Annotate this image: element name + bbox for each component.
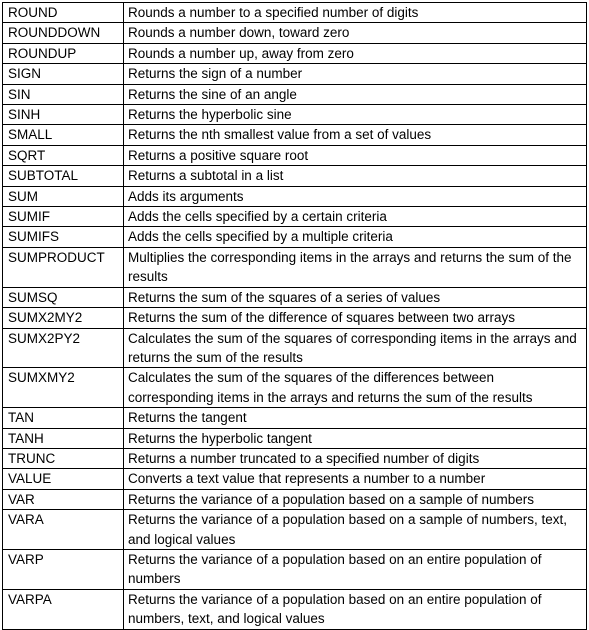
function-description-cell: Returns the variance of a population based on a sample of numbers, text, and logical values: [124, 510, 587, 550]
function-name-cell: SUMIF: [3, 207, 124, 227]
function-name-cell: SUMXMY2: [3, 368, 124, 408]
function-name-cell: SUMX2MY2: [3, 308, 124, 328]
function-name-cell: VARP: [3, 549, 124, 589]
function-name-cell: SUMPRODUCT: [3, 247, 124, 287]
table-row: [3, 510, 587, 550]
table-row: [3, 368, 587, 408]
function-name-cell: SUMSQ: [3, 287, 124, 307]
function-name-cell: SUM: [3, 186, 124, 206]
function-name-cell: SINH: [3, 105, 124, 125]
function-description-cell: Multiplies the corresponding items in the arrays and returns the sum of the results: [124, 247, 587, 287]
function-description-cell: Adds the cells specified by a multiple criteria: [124, 227, 587, 247]
function-description-cell: Returns the sign of a number: [124, 64, 587, 84]
function-description-cell: Returns the tangent: [124, 408, 587, 428]
table-row: [3, 428, 587, 448]
function-description-cell: Adds its arguments: [124, 186, 587, 206]
function-description-cell: Returns the variance of a population based on an entire population of numbers, text, and logical values: [124, 589, 587, 629]
function-name-cell: ROUND: [3, 3, 124, 23]
table-row: [3, 247, 587, 287]
function-name-cell: VARA: [3, 510, 124, 550]
function-name-cell: VAR: [3, 489, 124, 509]
table-row: [3, 43, 587, 63]
function-name-cell: SUMIFS: [3, 227, 124, 247]
table-row: [3, 308, 587, 328]
function-description-cell: Adds the cells specified by a certain criteria: [124, 207, 587, 227]
table-row: [3, 145, 587, 165]
function-description-cell: Calculates the sum of the squares of corresponding items in the arrays and returns the sum of the results: [124, 328, 587, 368]
function-name-cell: SUMX2PY2: [3, 328, 124, 368]
function-description-cell: Returns a positive square root: [124, 145, 587, 165]
table-row: [3, 408, 587, 428]
table-row: [3, 64, 587, 84]
table-row: [3, 207, 587, 227]
table-row: [3, 489, 587, 509]
function-table-body: [3, 3, 587, 630]
table-row: [3, 166, 587, 186]
function-description-cell: Returns the sum of the squares of a series of values: [124, 287, 587, 307]
function-name-cell: SUBTOTAL: [3, 166, 124, 186]
function-name-cell: VALUE: [3, 469, 124, 489]
function-description-cell: Rounds a number to a specified number of digits: [124, 3, 587, 23]
table-row: [3, 23, 587, 43]
table-row: [3, 469, 587, 489]
function-name-cell: SIN: [3, 84, 124, 104]
function-name-cell: ROUNDDOWN: [3, 23, 124, 43]
function-description-cell: Returns the hyperbolic sine: [124, 105, 587, 125]
function-description-cell: Returns the variance of a population based on a sample of numbers: [124, 489, 587, 509]
table-row: [3, 549, 587, 589]
function-name-cell: VARPA: [3, 589, 124, 629]
function-name-cell: ROUNDUP: [3, 43, 124, 63]
function-description-cell: Returns the sine of an angle: [124, 84, 587, 104]
function-description-cell: Returns the hyperbolic tangent: [124, 428, 587, 448]
function-name-cell: TAN: [3, 408, 124, 428]
table-row: [3, 125, 587, 145]
function-name-cell: TRUNC: [3, 448, 124, 468]
table-row: [3, 227, 587, 247]
table-row: [3, 186, 587, 206]
function-table: [2, 2, 587, 630]
function-name-cell: SQRT: [3, 145, 124, 165]
function-name-cell: SMALL: [3, 125, 124, 145]
table-row: [3, 105, 587, 125]
function-description-cell: Calculates the sum of the squares of the differences between corresponding items in the arrays and returns the sum of the results: [124, 368, 587, 408]
table-row: [3, 328, 587, 368]
function-description-cell: Rounds a number up, away from zero: [124, 43, 587, 63]
function-description-cell: Returns a subtotal in a list: [124, 166, 587, 186]
function-description-cell: Returns a number truncated to a specified number of digits: [124, 448, 587, 468]
table-row: [3, 287, 587, 307]
table-row: [3, 3, 587, 23]
function-description-cell: Rounds a number down, toward zero: [124, 23, 587, 43]
function-description-cell: Returns the nth smallest value from a set of values: [124, 125, 587, 145]
function-description-cell: Converts a text value that represents a number to a number: [124, 469, 587, 489]
table-row: [3, 84, 587, 104]
function-description-cell: Returns the variance of a population based on an entire population of numbers: [124, 549, 587, 589]
table-row: [3, 448, 587, 468]
function-name-cell: TANH: [3, 428, 124, 448]
table-row: [3, 589, 587, 629]
function-description-cell: Returns the sum of the difference of squares between two arrays: [124, 308, 587, 328]
function-name-cell: SIGN: [3, 64, 124, 84]
